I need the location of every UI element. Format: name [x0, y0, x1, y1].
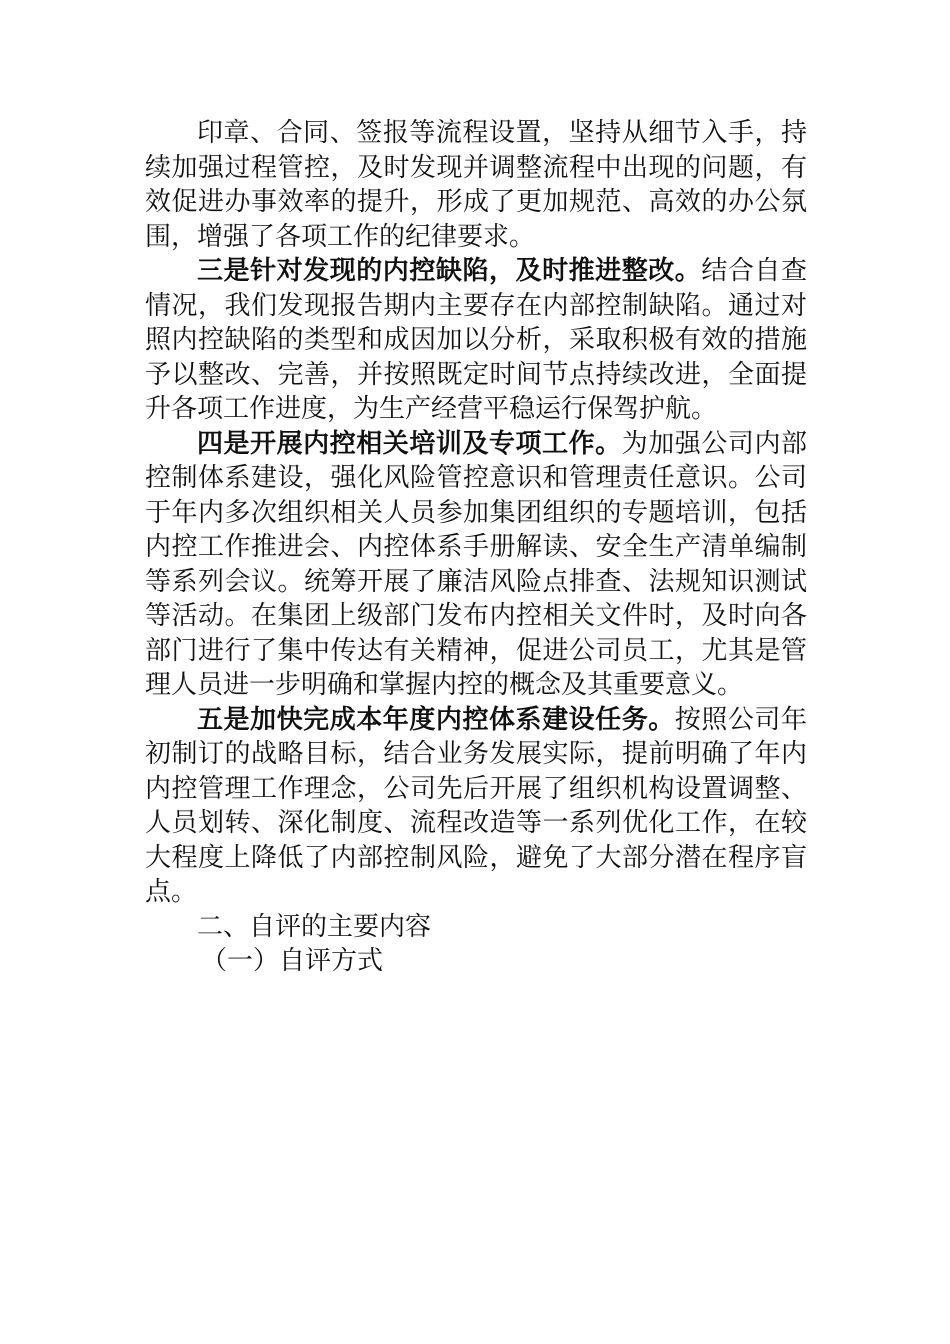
paragraph-lead-heading: 五是加快完成本年度内控体系建设任务。 — [197, 704, 675, 735]
paragraph-training — [145, 427, 807, 703]
document-body — [145, 116, 807, 979]
paragraph-annual-tasks — [145, 703, 807, 910]
paragraph-text: 印章、合同、签报等流程设置，坚持从细节入手，持续加强过程管控，及时发现并调整流程中出现的问题，有效促进办事效率的提升，形成了更加规范、高效的办公氛围，增强了各项工作的纪律要求。 — [145, 118, 807, 252]
section-heading: 二、自评的主要内容 — [197, 911, 432, 942]
paragraph-text: 按照公司年初制订的战略目标，结合业务发展实际，提前明确了年内内控管理工作理念，公司先后开展了组织机构设置调整、人员划转、深化制度、流程改造等一系列优化工作，在较大程度上降低了内部控制风险，避免了大部分潜在程序盲点。 — [145, 704, 807, 907]
paragraph-process-settings — [145, 116, 807, 254]
paragraph-text: 为加强公司内部控制体系建设，强化风险管控意识和管理责任意识。公司于年内多次组织相关人员参加集团组织的专题培训，包括内控工作推进会、内控体系手册解读、安全生产清单编制等系列会议。统筹开展了廉洁风险点排查、法规知识测试等活动。在集团上级部门发布内控相关文件时，及时向各部门进行了集中传达有关精神，促进公司员工，尤其是管理人员进一步明确和掌握内控的概念及其重要意义。 — [145, 428, 807, 700]
paragraph-lead-heading: 三是针对发现的内控缺陷，及时推进整改。 — [197, 256, 702, 286]
paragraph-rectification — [145, 254, 807, 427]
paragraph-text: 结合自查情况，我们发现报告期内主要存在内部控制缺陷。通过对照内控缺陷的类型和成因加以分析，采取积极有效的措施予以整改、完善，并按照既定时间节点持续改进，全面提升各项工作进度，为生产经营平稳运行保驾护航。 — [145, 256, 807, 424]
paragraph-lead-heading: 四是开展内控相关培训及专项工作。 — [197, 428, 622, 459]
subsection-heading: （一）自评方式 — [201, 946, 384, 976]
